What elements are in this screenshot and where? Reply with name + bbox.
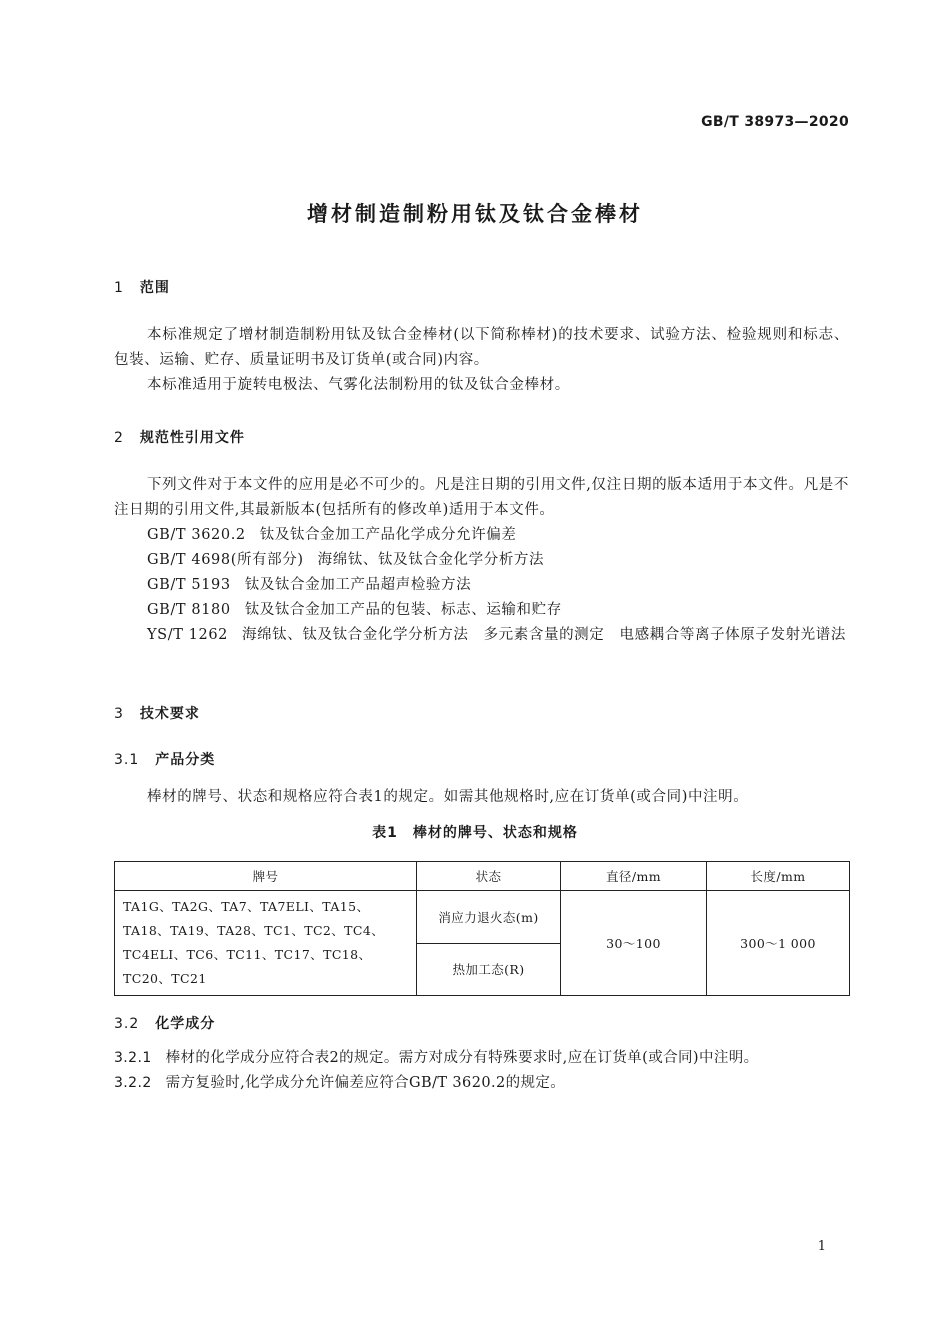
section-title: 产品分类 [155, 752, 216, 768]
column-header: 直径/mm [561, 862, 707, 891]
reference-item [147, 573, 471, 598]
scope-paragraph-2: 本标准适用于旋转电极法、气雾化法制粉用的钛及钛合金棒材。 [147, 377, 570, 393]
reference-item [147, 548, 544, 573]
standard-code: GB/T 38973—2020 [701, 114, 849, 130]
section-3-1-heading [114, 749, 215, 769]
reference-item [114, 623, 849, 648]
reference-code: GB/T 5193 [147, 577, 231, 593]
section-title: 技术要求 [139, 706, 200, 722]
reference-title: 钛及钛合金加工产品化学成分允许偏差 [259, 527, 517, 543]
section-title: 化学成分 [155, 1016, 216, 1032]
clause-text: 棒材的化学成分应符合表2的规定。需方对成分有特殊要求时,应在订货单(或合同)中注明。 [165, 1050, 759, 1066]
references-intro: 下列文件对于本文件的应用是必不可少的。凡是注日期的引用文件,仅注日期的版本适用于本文件。凡是不注日期的引用文件,其最新版本(包括所有的修改单)适用于本文件。 [114, 477, 849, 518]
state-cell: 热加工态(R) [417, 943, 561, 996]
length-cell: 300～1 000 [707, 891, 850, 996]
diameter-cell: 30～100 [561, 891, 707, 996]
clause-number: 3.2.2 [114, 1075, 152, 1091]
clause-text: 需方复验时,化学成分允许偏差应符合GB/T 3620.2的规定。 [165, 1075, 566, 1091]
table-header-row [115, 862, 850, 891]
table-caption: 表1 棒材的牌号、状态和规格 [372, 825, 578, 841]
page-number: 1 [817, 1239, 826, 1254]
column-header: 长度/mm [707, 862, 850, 891]
reference-title: 海绵钛、钛及钛合金化学分析方法 多元素含量的测定 电感耦合等离子体原子发射光谱法 [241, 627, 846, 643]
reference-item [147, 598, 562, 623]
reference-code: GB/T 8180 [147, 602, 231, 618]
section-number: 1 [114, 280, 124, 296]
section-number: 3.1 [114, 752, 140, 768]
section-number: 2 [114, 430, 124, 446]
document-title: 增材制造制粉用钛及钛合金棒材 [307, 202, 643, 226]
reference-title: 钛及钛合金加工产品的包装、标志、运输和贮存 [244, 602, 562, 618]
section-number: 3 [114, 706, 124, 722]
scope-paragraph-1: 本标准规定了增材制造制粉用钛及钛合金棒材(以下简称棒材)的技术要求、试验方法、检验规则和标志、包装、运输、贮存、质量证明书及订货单(或合同)内容。 [114, 327, 849, 368]
reference-title: 海绵钛、钛及钛合金化学分析方法 [317, 552, 545, 568]
clause-3-2-2 [114, 1071, 565, 1096]
section-1-heading [114, 277, 170, 297]
section-title: 范围 [139, 280, 170, 296]
state-cell: 消应力退火态(m) [417, 891, 561, 944]
grades-cell: TA1G、TA2G、TA7、TA7ELI、TA15、TA18、TA19、TA28、TC1、TC2、TC4、TC4ELI、TC6、TC11、TC17、TC18、TC20、TC21 [115, 891, 417, 996]
table-row [115, 891, 850, 944]
section-3-heading [114, 703, 200, 723]
column-header: 状态 [417, 862, 561, 891]
clause-3-2-1 [114, 1046, 759, 1071]
reference-item [147, 523, 516, 548]
classification-paragraph: 棒材的牌号、状态和规格应符合表1的规定。如需其他规格时,应在订货单(或合同)中注明。 [147, 789, 749, 805]
reference-title: 钛及钛合金加工产品超声检验方法 [244, 577, 472, 593]
section-3-2-heading [114, 1013, 215, 1033]
reference-code: YS/T 1262 [147, 627, 228, 643]
clause-number: 3.2.1 [114, 1050, 152, 1066]
grade-state-spec-table [114, 861, 850, 996]
column-header: 牌号 [115, 862, 417, 891]
section-number: 3.2 [114, 1016, 140, 1032]
reference-code: GB/T 3620.2 [147, 527, 246, 543]
reference-code: GB/T 4698(所有部分) [147, 552, 304, 568]
section-title: 规范性引用文件 [139, 430, 245, 446]
section-2-heading [114, 427, 245, 447]
